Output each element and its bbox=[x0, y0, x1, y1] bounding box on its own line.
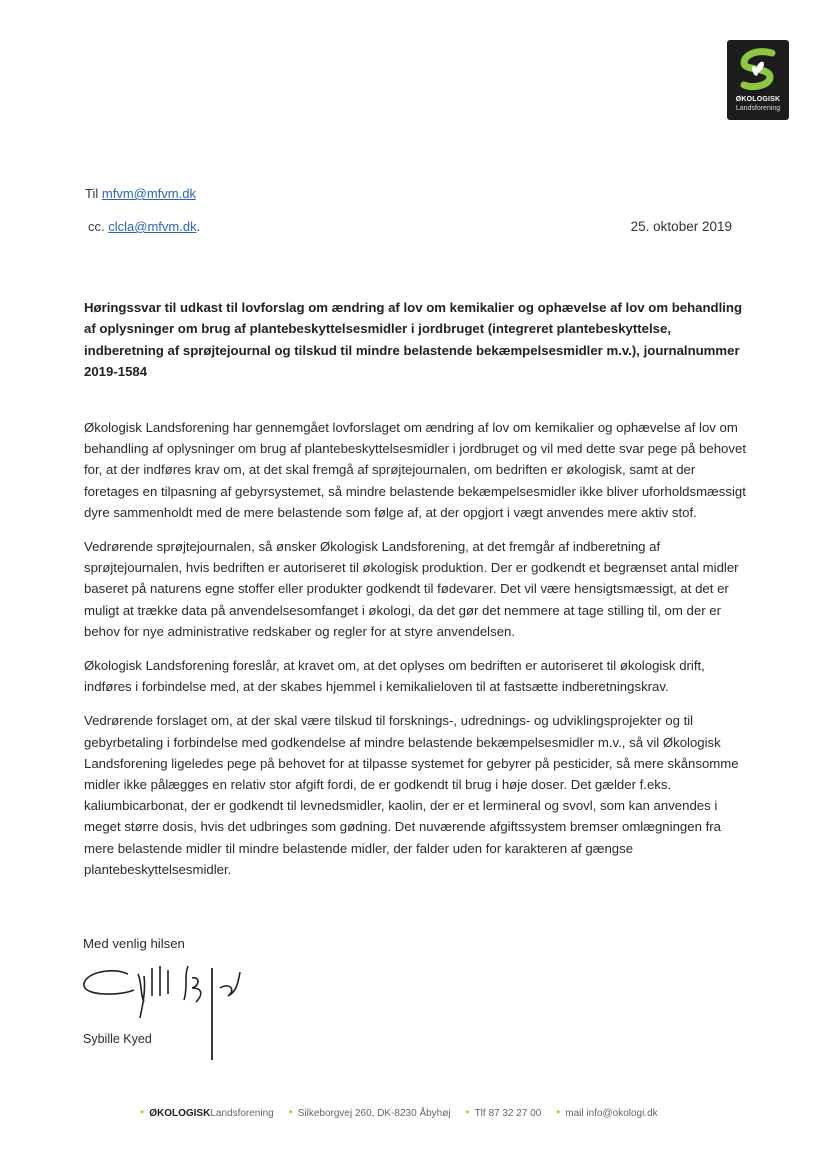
body-paragraph-2: Vedrørende sprøjtejournalen, så ønsker Økologisk Landsforening, at det fremgår af indberetning af sprøjtejournalen, hvis bedriften er autoriseret til økologisk produktion. Der er godkendt et begrænset antal midler baseret på naturens egne stoffer eller produkter godkendt til fødevarer. Det vil være hensigtsmæssigt, at det er muligt at trække data på anvendelsesomfanget i økologi, da det gør det nemmere at tage stilling til, om der er behov for nye administrative redskaber og regler for at styre anvendelsen. bbox=[84, 539, 739, 639]
signer-name: Sybille Kyed bbox=[83, 1032, 152, 1046]
cc-prefix: cc. bbox=[88, 219, 105, 234]
footer-phone: Tlf 87 32 27 00 bbox=[474, 1108, 542, 1119]
logo-name: ØKOLOGISK bbox=[735, 96, 781, 103]
to-email-link[interactable]: mfvm@mfvm.dk bbox=[101, 186, 196, 201]
footer-email[interactable]: mail info@okologi.dk bbox=[565, 1108, 658, 1119]
cc-line bbox=[88, 219, 200, 234]
letter-body bbox=[84, 417, 752, 893]
footer-address: Silkeborgvej 260, DK-8230 Åbyhøj bbox=[297, 1108, 451, 1119]
organization-logo bbox=[727, 40, 789, 120]
footer-brand: ØKOLOGISK bbox=[149, 1108, 211, 1119]
letter-date: 25. oktober 2019 bbox=[630, 219, 732, 234]
to-line bbox=[85, 186, 196, 201]
body-paragraph-1: Økologisk Landsforening har gennemgået lovforslaget om ændring af lov om kemikalier og ophævelse af lov om behandling af oplysninger om brug af plantebeskyttelsesmidler i jordbruget og vil med dette svar pege på behovet for, at der indføres krav om, at det skal fremgå af sprøjtejournalen, om bedriften er økologisk, samt at der foretages en tilpasning af gebyrsystemet, så mindre belastende bekæmpelsesmidler ikke bliver uforholdsmæssigt dyre sammenholdt med de mere belastende som følge af, at der opgjort i vægt anvendes mere aktiv stof. bbox=[84, 420, 746, 520]
logo-subtitle: Landsforening bbox=[735, 105, 781, 112]
handwritten-signature bbox=[80, 962, 250, 1062]
footer-brand-suffix: Landsforening bbox=[210, 1108, 274, 1119]
cc-email-link[interactable]: clcla@mfvm.dk bbox=[108, 219, 197, 234]
leaf-s-icon bbox=[736, 45, 780, 93]
to-prefix: Til bbox=[85, 186, 99, 201]
letterhead-footer bbox=[140, 1105, 670, 1119]
bullet-icon: • bbox=[556, 1105, 561, 1119]
body-paragraph-3: Økologisk Landsforening foreslår, at kravet om, at det oplyses om bedriften er autoriseret til økologisk drift, indføres i forbindelse med, at der skabes hjemmel i kemikalieloven til at fastsætte indberetningskrav. bbox=[84, 658, 705, 695]
bullet-icon: • bbox=[288, 1105, 293, 1119]
body-paragraph-4: Vedrørende forslaget om, at der skal være tilskud til forsknings-, udrednings- og udviklingsprojekter og til gebyrbetaling i forbindelse med godkendelse af mindre belastende bekæmpelsesmidler m.v., så vil Økologisk Landsforening ligeledes pege på behovet for at tilpasse systemet for gebyrer på pesticider, så mere skånsomme midler ikke pålægges en relativ stor afgift fordi, de er godkendt til brug i høje doser. Det gælder f.eks. kaliumbicarbonat, der er godkendt til levnedsmidler, kaolin, der er et lermineral og svovl, som kan anvendes i meget større dosis, hvis det udbringes som gødning. Det nuværende afgiftssystem bremser omlægningen fra mere belastende midler til mindre belastende midler, der falder uden for karakteren af gængse plantebeskyttelsesmidler. bbox=[84, 713, 739, 877]
bullet-icon: • bbox=[465, 1105, 470, 1119]
cc-suffix: . bbox=[196, 219, 201, 234]
bullet-icon: • bbox=[140, 1105, 145, 1119]
letter-subject: Høringssvar til udkast til lovforslag om ændring af lov om kemikalier og ophævelse af lov om behandling af oplysninger om brug af plantebeskyttelsesmidler i jordbruget (integreret plantebeskyttelse, indberetning af sprøjtejournal og tilskud til mindre belastende bekæmpelsesmidler m.v.), journalnummer 2019-1584 bbox=[84, 300, 743, 379]
closing-greeting: Med venlig hilsen bbox=[83, 936, 185, 951]
